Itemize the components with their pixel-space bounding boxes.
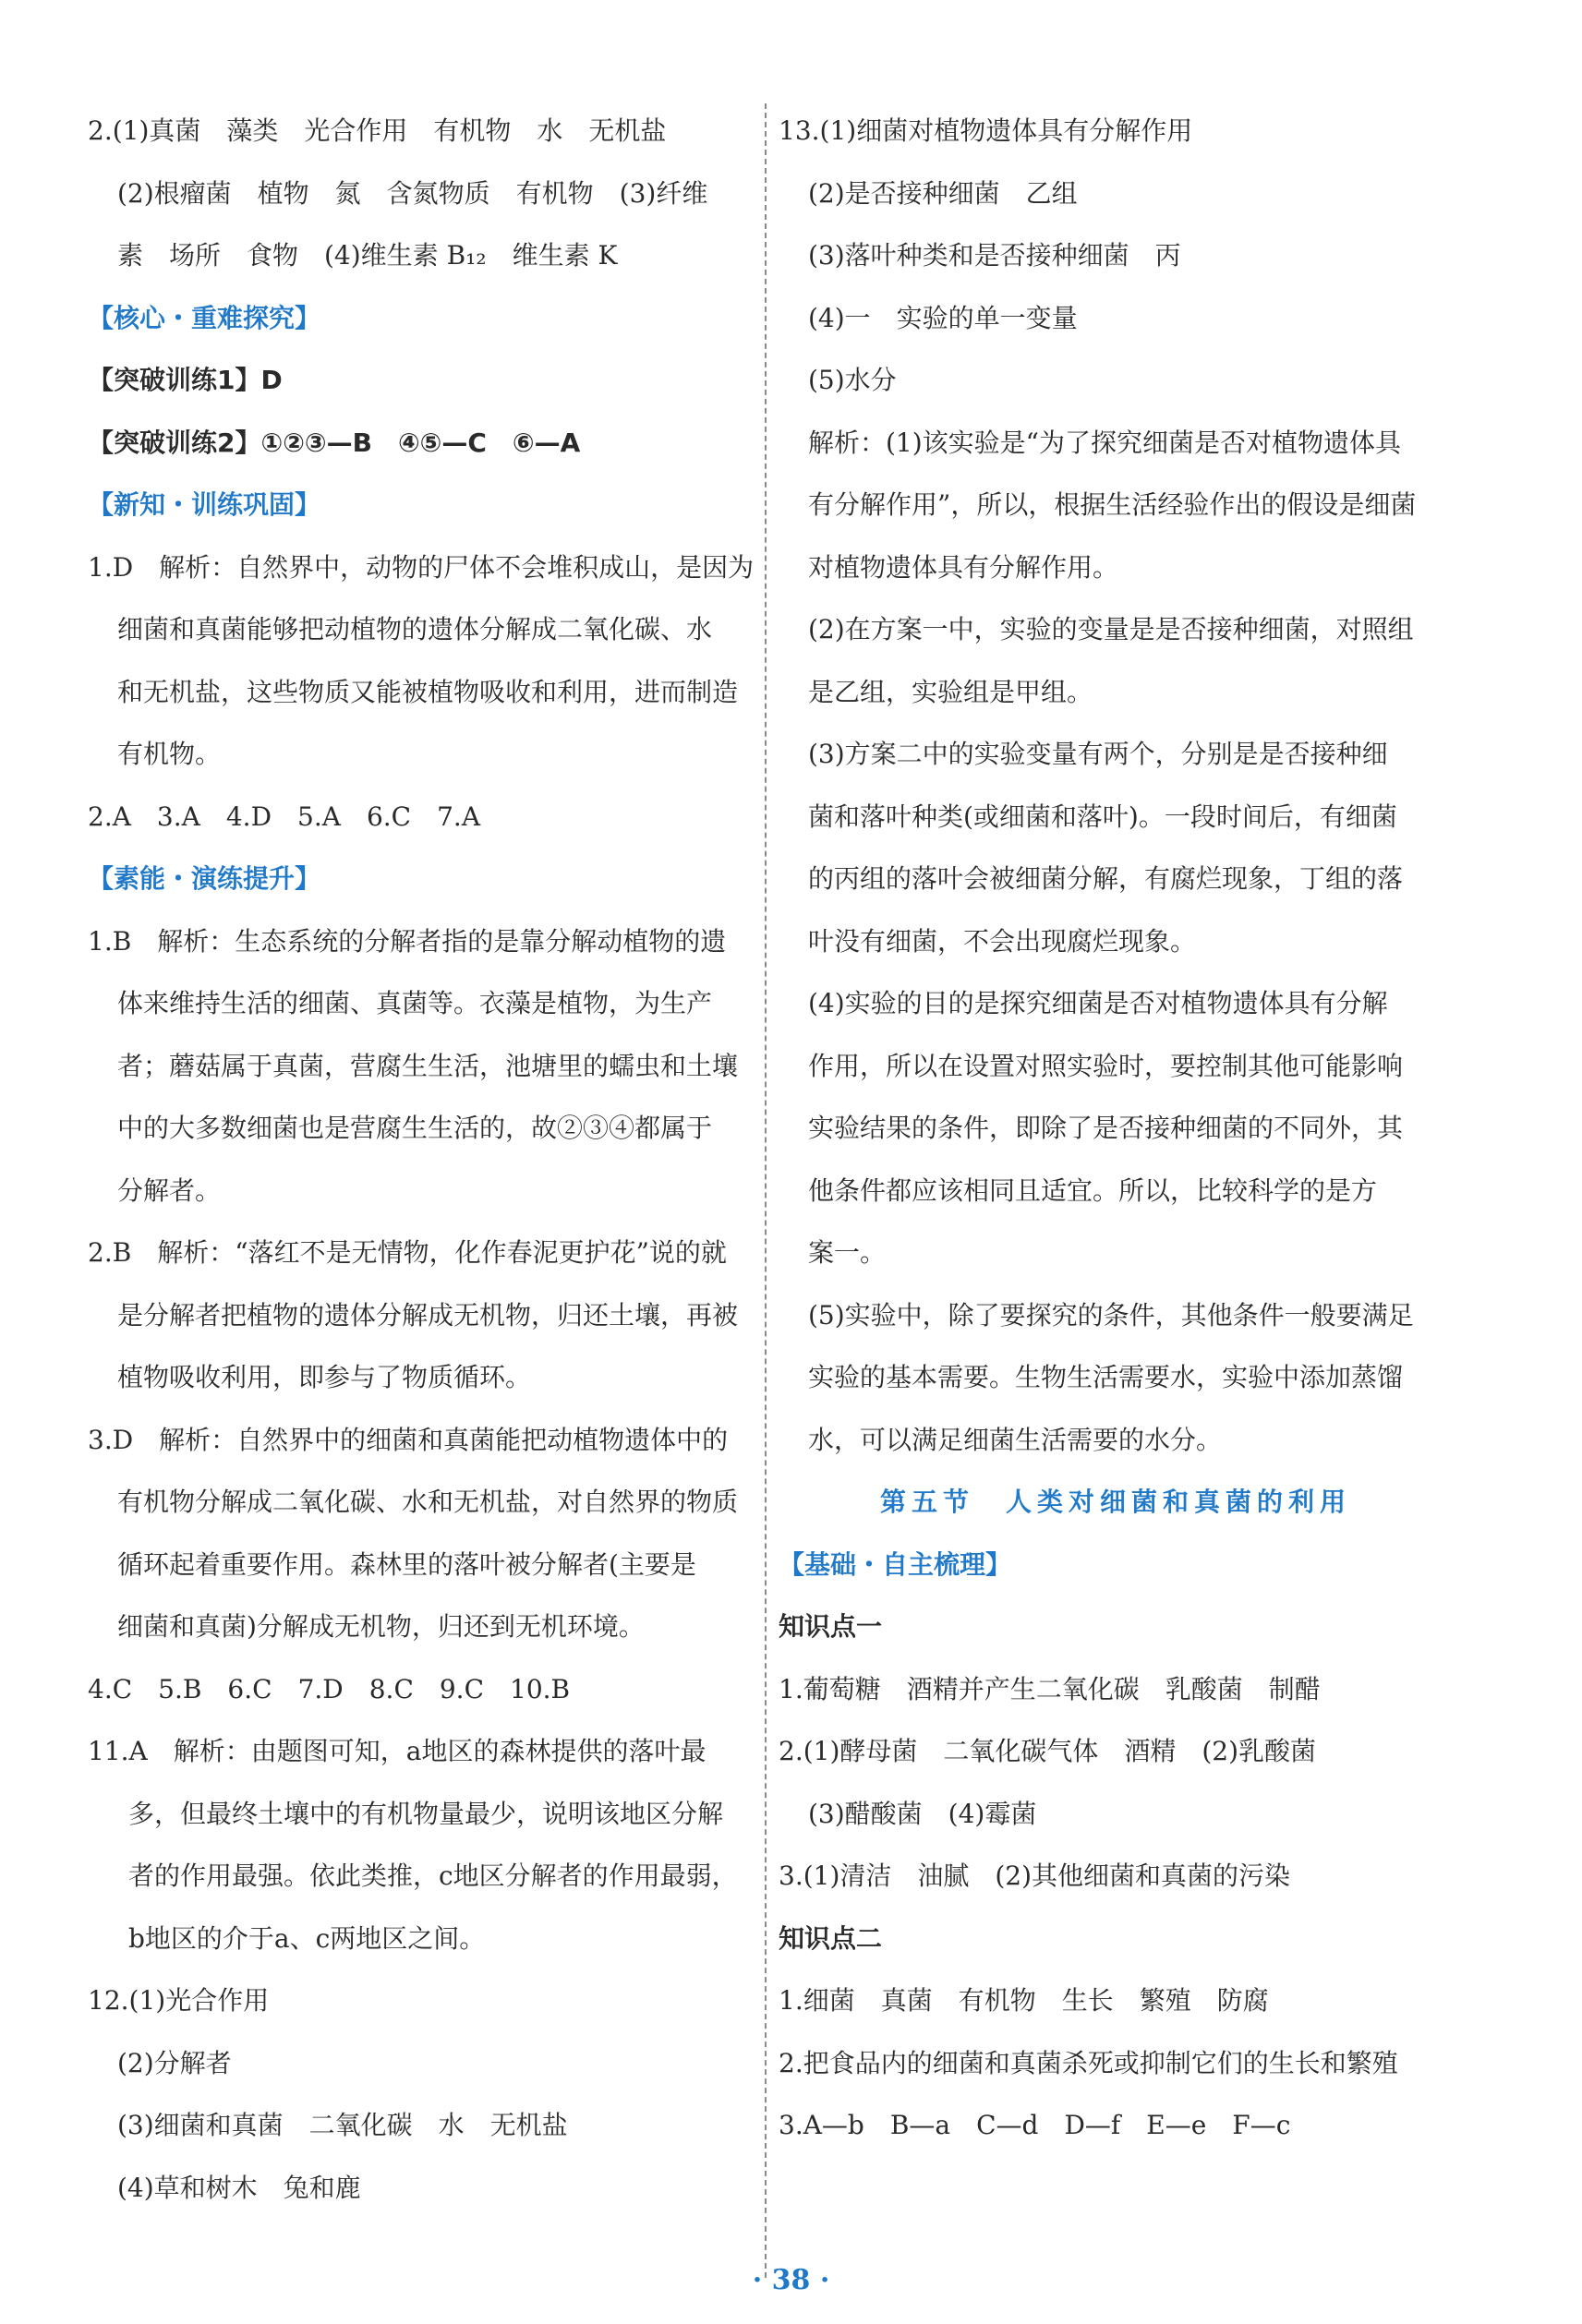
right-line: (4)一 实验的单一变量 — [808, 302, 1078, 333]
left-line: 是分解者把植物的遗体分解成无机物，归还土壤，再被 — [117, 1299, 739, 1331]
right-line: (5)水分 — [808, 365, 897, 395]
right-line: 3.(1)清洁 油腻 (2)其他细菌和真菌的污染 — [779, 1860, 1291, 1891]
right-line: 知识点一 — [779, 1611, 883, 1642]
right-line: 第五节 人类对细菌和真菌的利用 — [879, 1487, 1351, 1517]
left-line: 1.B 解析：生态系统的分解者指的是靠分解动植物的遗 — [88, 925, 727, 957]
left-line: (3)细菌和真菌 二氧化碳 水 无机盐 — [117, 2110, 568, 2140]
left-line: 有机物。 — [117, 739, 222, 769]
right-line: 1.葡萄糖 酒精并产生二氧化碳 乳酸菌 制醋 — [779, 1673, 1321, 1704]
left-line: 2.B 解析：“落红不是无情物，化作春泥更护花”说的就 — [88, 1237, 727, 1268]
right-line: (3)方案二中的实验变量有两个，分别是是否接种细 — [808, 739, 1388, 769]
right-line: 的丙组的落叶会被细菌分解，有腐烂现象，丁组的落 — [808, 863, 1404, 894]
left-line: 植物吸收利用，即参与了物质循环。 — [117, 1362, 532, 1392]
right-line: 案一。 — [808, 1237, 887, 1268]
left-line: 体来维持生活的细菌、真菌等。衣藻是植物，为生产 — [117, 988, 713, 1018]
right-line: 水，可以满足细菌生活需要的水分。 — [808, 1424, 1223, 1455]
right-line: 13.(1)细菌对植物遗体具有分解作用 — [779, 115, 1193, 146]
right-line: (2)是否接种细菌 乙组 — [808, 177, 1078, 209]
left-line: 者；蘑菇属于真菌，营腐生生活，池塘里的蠕虫和土壤 — [117, 1050, 739, 1081]
left-column — [88, 100, 753, 2219]
left-line: 有机物分解成二氧化碳、水和无机盐，对自然界的物质 — [117, 1487, 739, 1517]
page-number: · 38 · — [752, 2264, 830, 2296]
right-line: 【基础・自主梳理】 — [779, 1548, 1012, 1580]
right-line: 菌和落叶种类(或细菌和落叶)。一段时间后，有细菌 — [808, 801, 1397, 832]
right-line: 3.A—b B—a C—d D—f E—e F—c — [779, 2110, 1291, 2140]
right-line: 有分解作用”，所以，根据生活经验作出的假设是细菌 — [808, 489, 1417, 520]
right-line: (2)在方案一中，实验的变量是是否接种细菌，对照组 — [808, 614, 1414, 644]
left-line: 【核心・重难探究】 — [88, 302, 321, 333]
left-line: 中的大多数细菌也是营腐生生活的，故②③④都属于 — [117, 1113, 713, 1143]
left-line: 【突破训练1】D — [88, 365, 283, 395]
left-line: 分解者。 — [117, 1174, 222, 1206]
left-line: 细菌和真菌能够把动植物的遗体分解成二氧化碳、水 — [117, 614, 713, 644]
right-line: (4)实验的目的是探究细菌是否对植物遗体具有分解 — [808, 988, 1388, 1018]
left-line: (4)草和树木 兔和鹿 — [117, 2172, 361, 2203]
left-line: 【突破训练2】①②③—B ④⑤—C ⑥—A — [88, 427, 581, 458]
right-column — [779, 100, 1453, 2157]
right-line: 2.把食品内的细菌和真菌杀死或抑制它们的生长和繁殖 — [779, 2047, 1398, 2078]
right-line: 实验结果的条件，即除了是否接种细菌的不同外，其 — [808, 1113, 1404, 1143]
left-line: 【素能・演练提升】 — [88, 863, 321, 894]
right-line: 他条件都应该相同且适宜。所以，比较科学的是方 — [808, 1174, 1378, 1206]
left-line: 循环起着重要作用。森林里的落叶被分解者(主要是 — [117, 1548, 696, 1580]
left-line: (2)根瘤菌 植物 氮 含氮物质 有机物 (3)纤维 — [117, 177, 708, 209]
left-line: b地区的介于a、c两地区之间。 — [128, 1922, 486, 1954]
right-line: 实验的基本需要。生物生活需要水，实验中添加蒸馏 — [808, 1362, 1404, 1392]
left-line: 12.(1)光合作用 — [88, 1985, 270, 2016]
right-line: 叶没有细菌，不会出现腐烂现象。 — [808, 925, 1197, 957]
right-line: (3)醋酸菌 (4)霉菌 — [808, 1798, 1037, 1829]
left-line: 11.A 解析：由题图可知，a地区的森林提供的落叶最 — [88, 1736, 706, 1766]
left-line: 和无机盐，这些物质又能被植物吸收和利用，进而制造 — [117, 676, 739, 707]
left-line: (2)分解者 — [117, 2047, 232, 2078]
right-line: 1.细菌 真菌 有机物 生长 繁殖 防腐 — [779, 1985, 1269, 2016]
left-line: 1.D 解析：自然界中，动物的尸体不会堆积成山，是因为 — [88, 551, 755, 583]
left-line: 3.D 解析：自然界中的细菌和真菌能把动植物遗体中的 — [88, 1424, 729, 1455]
right-line: 是乙组，实验组是甲组。 — [808, 676, 1093, 707]
left-line: 者的作用最强。依此类推，c地区分解者的作用最弱， — [128, 1860, 738, 1891]
right-line: (3)落叶种类和是否接种细菌 丙 — [808, 240, 1181, 271]
left-line: 2.A 3.A 4.D 5.A 6.C 7.A — [88, 801, 481, 832]
left-line: 4.C 5.B 6.C 7.D 8.C 9.C 10.B — [88, 1673, 571, 1704]
left-line: 【新知・训练巩固】 — [88, 489, 321, 520]
right-line: 2.(1)酵母菌 二氧化碳气体 酒精 (2)乳酸菌 — [779, 1736, 1317, 1766]
left-line: 2.(1)真菌 藻类 光合作用 有机物 水 无机盐 — [88, 115, 667, 146]
left-line: 素 场所 食物 (4)维生素 B₁₂ 维生素 K — [117, 240, 618, 271]
right-line: (5)实验中，除了要探究的条件，其他条件一般要满足 — [808, 1299, 1414, 1331]
right-line: 作用，所以在设置对照实验时，要控制其他可能影响 — [808, 1050, 1404, 1081]
column-divider — [765, 103, 767, 2278]
left-line: 细菌和真菌)分解成无机物，归还到无机环境。 — [117, 1611, 645, 1642]
right-line: 对植物遗体具有分解作用。 — [808, 551, 1119, 583]
right-line: 知识点二 — [779, 1922, 883, 1954]
right-line: 解析：(1)该实验是“为了探究细菌是否对植物遗体具 — [808, 427, 1401, 458]
left-line: 多，但最终土壤中的有机物量最少，说明该地区分解 — [128, 1798, 724, 1829]
